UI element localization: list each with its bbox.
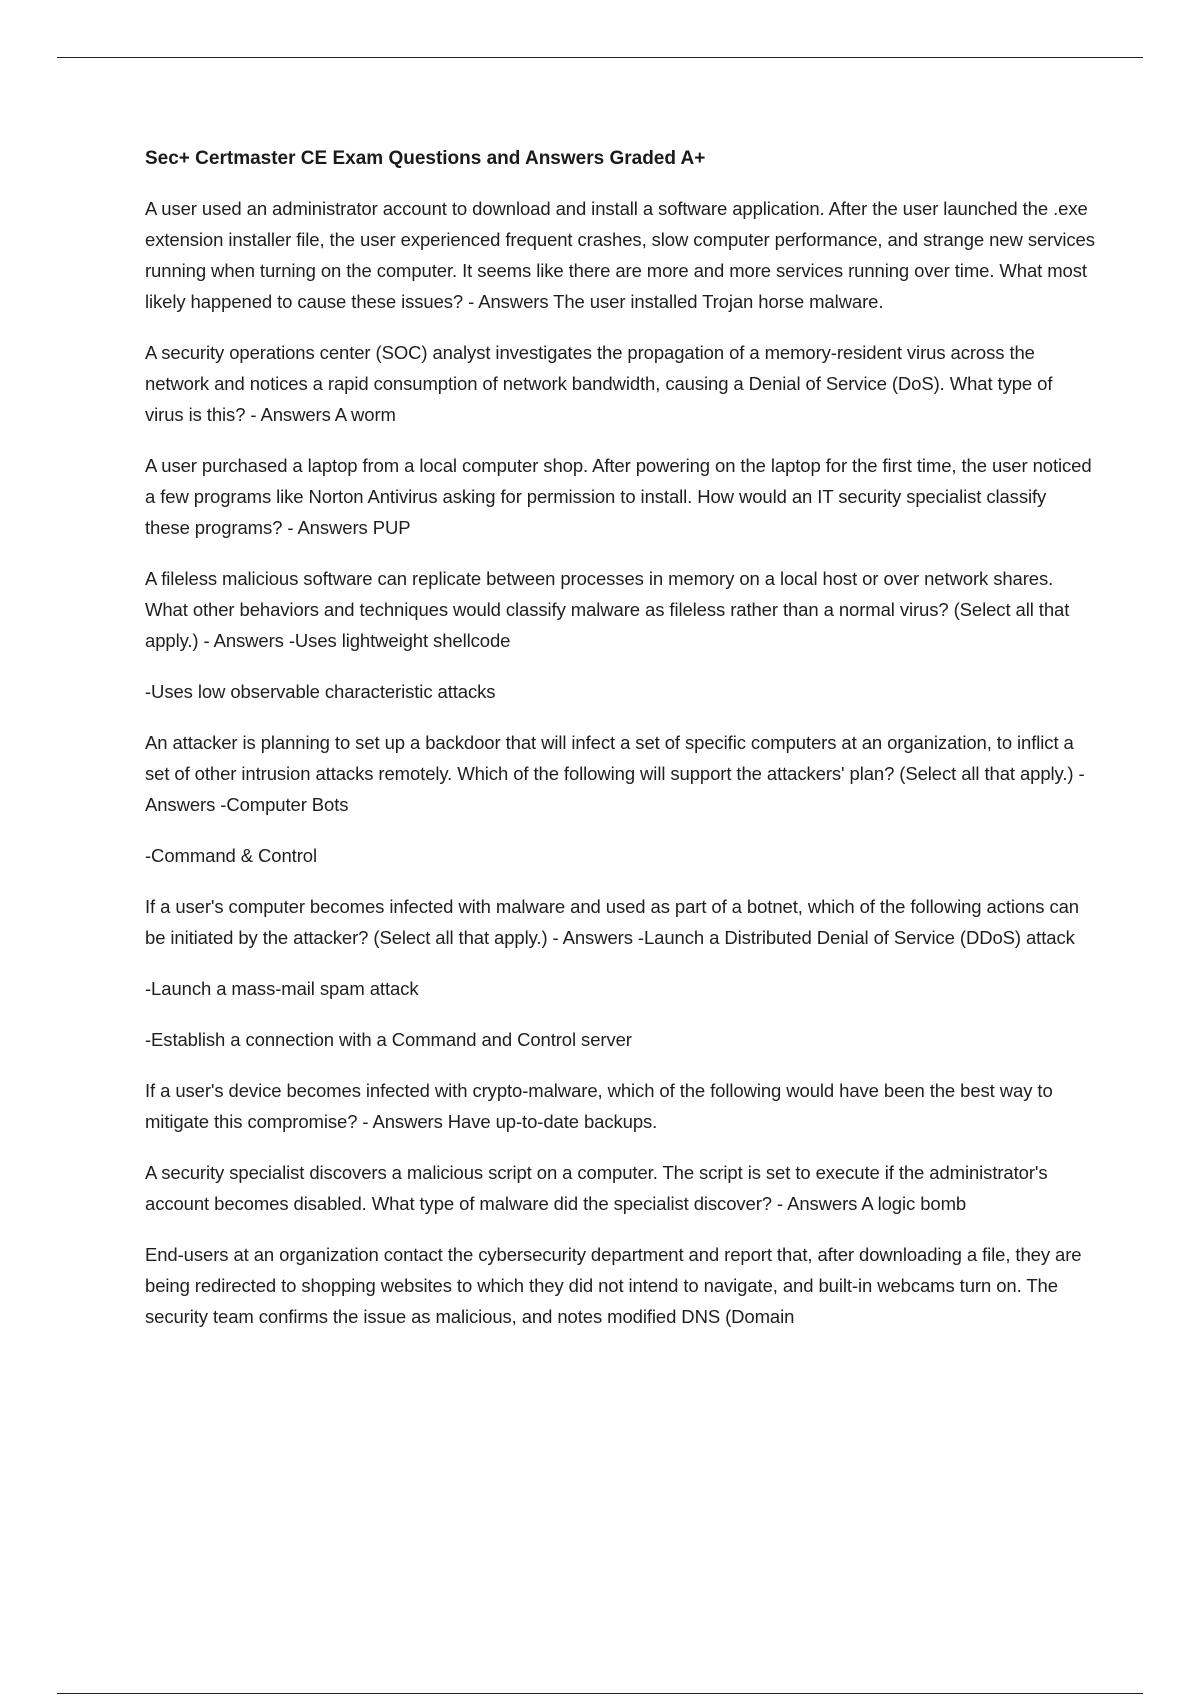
question-paragraph: An attacker is planning to set up a backdoor that will infect a set of specific computers at an organization, to inflict a set of other intrusion attacks remotely. Which of the following will support the attackers' plan? (Select all that apply.) - Answers -Computer Bots (145, 732, 1085, 815)
question-paragraph: A security specialist discovers a malicious script on a computer. The script is set to execute if the administrator's account becomes disabled. What type of malware did the specialist discover? - Answers A logic bomb (145, 1162, 1048, 1214)
answer-continuation: -Launch a mass-mail spam attack (145, 978, 419, 999)
question-paragraph: A user used an administrator account to download and install a software application. After the user launched the .exe extension installer file, the user experienced frequent crashes, slow computer performance, and strange new services running when turning on the computer. It seems like there are more and more services running over time. What most likely happened to cause these issues? - Answers The user installed Trojan horse malware. (145, 198, 1095, 312)
answer-continuation: -Command & Control (145, 845, 317, 866)
page-top-rule (57, 57, 1143, 58)
answer-continuation: -Uses low observable characteristic attacks (145, 681, 496, 702)
question-paragraph: End-users at an organization contact the cybersecurity department and report that, after downloading a file, they are being redirected to shopping websites to which they did not intend to navigate, and built-in webcams turn on. The security team confirms the issue as malicious, and notes modified DNS (Domain (145, 1244, 1082, 1327)
answer-continuation: -Establish a connection with a Command and Control server (145, 1029, 632, 1050)
question-paragraph: If a user's computer becomes infected with malware and used as part of a botnet, which of the following actions can be initiated by the attacker? (Select all that apply.) - Answers -Launch a Distributed Denial of Service (DDoS) attack (145, 896, 1079, 948)
document-body (145, 145, 1095, 1352)
question-paragraph: A security operations center (SOC) analyst investigates the propagation of a memory-resident virus across the network and notices a rapid consumption of network bandwidth, causing a Denial of Service (DoS). What type of virus is this? - Answers A worm (145, 342, 1053, 425)
page-bottom-rule (57, 1693, 1143, 1694)
question-paragraph: A fileless malicious software can replicate between processes in memory on a local host or over network shares. What other behaviors and techniques would classify malware as fileless rather than a normal virus? (Select all that apply.) - Answers -Uses lightweight shellcode (145, 568, 1070, 651)
question-paragraph: A user purchased a laptop from a local computer shop. After powering on the laptop for the first time, the user noticed a few programs like Norton Antivirus asking for permission to install. How would an IT security specialist classify these programs? - Answers PUP (145, 455, 1092, 538)
document-title: Sec+ Certmaster CE Exam Questions and Answers Graded A+ (145, 148, 706, 169)
question-paragraph: If a user's device becomes infected with crypto-malware, which of the following would have been the best way to mitigate this compromise? - Answers Have up-to-date backups. (145, 1080, 1053, 1132)
